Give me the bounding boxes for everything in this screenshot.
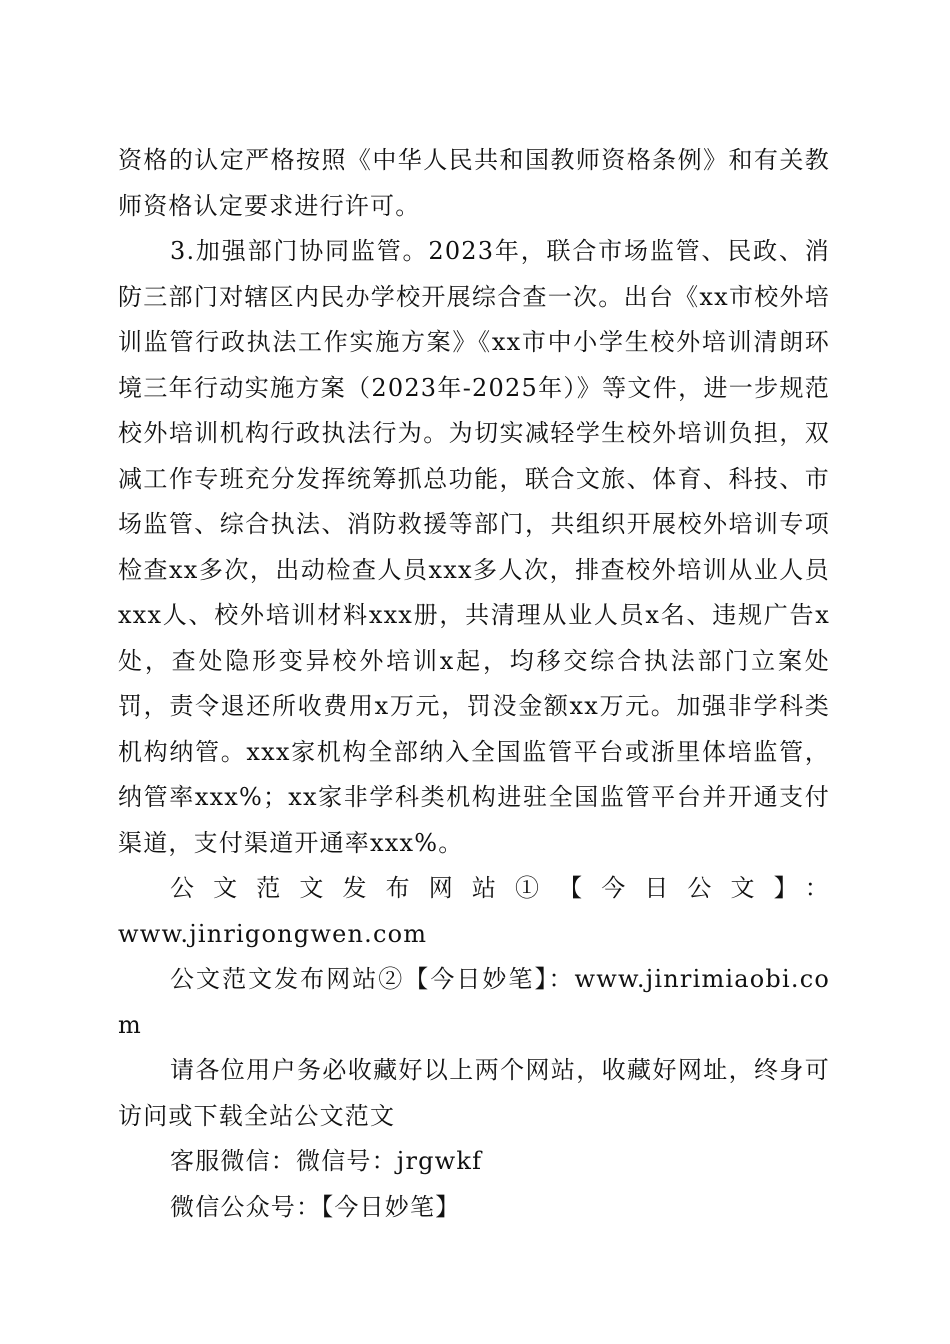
footer-wechat-service: 客服微信：微信号：jrgwkf (170, 1147, 483, 1175)
document-page (118, 138, 830, 1230)
paragraph-department-supervision: 3.加强部门协同监管。2023年，联合市场监管、民政、消防三部门对辖区内民办学校开展综合查一次。出台《xx市校外培训监管行政执法工作实施方案》《xx市中小学生校外培训清朗环境三年行动实施方案（2023年-2025年）》等文件，进一步规范校外培训机构行政执法行为。为切实减轻学生校外培训负担，双减工作专班充分发挥统筹抓总功能，联合文旅、体育、科技、市场监管、综合执法、消防救援等部门，共组织开展校外培训专项检查xx多次，出动检查人员xxx多人次，排查校外培训从业人员xxx人、校外培训材料xxx册，共清理从业人员x名、违规广告x处，查处隐形变异校外培训x起，均移交综合执法部门立案处罚，责令退还所收费用x万元，罚没金额xx万元。加强非学科类机构纳管。xxx家机构全部纳入全国监管平台或浙里体培监管，纳管率xxx%；xx家非学科类机构进驻全国监管平台并开通支付渠道，支付渠道开通率xxx%。 (118, 237, 830, 857)
paragraph-teacher-qualification: 资格的认定严格按照《中华人民共和国教师资格条例》和有关教师资格认定要求进行许可。 (118, 146, 830, 220)
footer-wechat-account: 微信公众号：【今日妙笔】 (170, 1192, 461, 1221)
footer-site1-url[interactable]: www.jinrigongwen.com (118, 919, 428, 948)
footer-site1-label: 公文范文发布网站①【今日公文】： (170, 874, 830, 902)
footer-site2[interactable]: 公文范文发布网站②【今日妙笔】：www.jinrimiaobi.com (118, 965, 830, 1039)
footer-notice: 请各位用户务必收藏好以上两个网站，收藏好网址，终身可访问或下载全站公文范文 (118, 1056, 830, 1130)
